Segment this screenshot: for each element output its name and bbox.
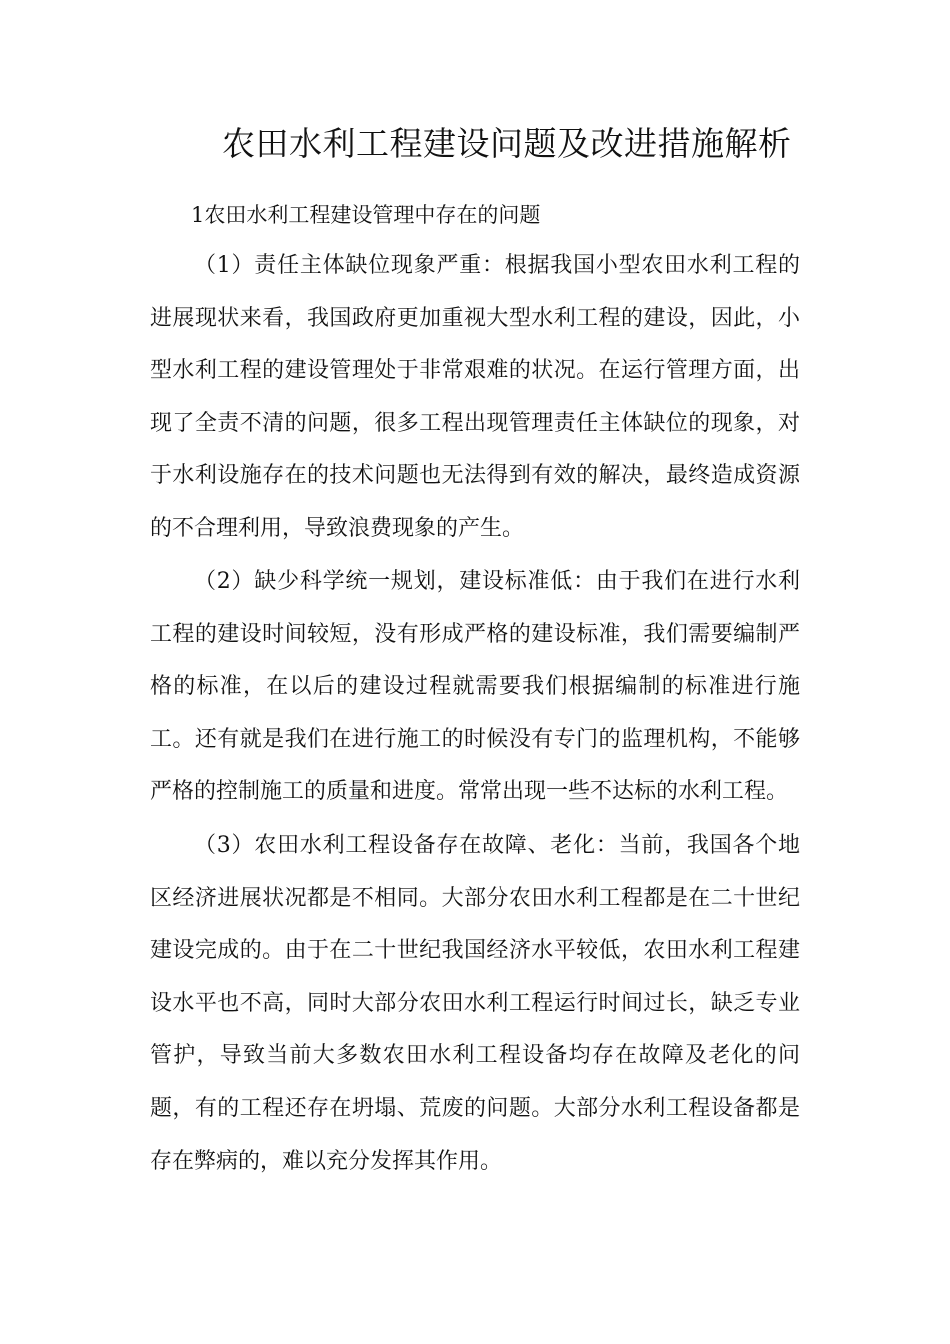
- paragraph-planning: （2）缺少科学统一规划，建设标准低：由于我们在进行水利工程的建设时间较短，没有形成严格的建设标准，我们需要编制严格的标准，在以后的建设过程就需要我们根据编制的标准进行施工。还有就是我们在进行施工的时候没有专门的监理机构，不能够严格的控制施工的质量和进度。常常出现一些不达标的水利工程。: [150, 569, 800, 805]
- paragraph-responsibility: （1）责任主体缺位现象严重：根据我国小型农田水利工程的进展现状来看，我国政府更加重视大型水利工程的建设，因此，小型水利工程的建设管理处于非常艰难的状况。在运行管理方面，出现了全责不清的问题，很多工程出现管理责任主体缺位的现象，对于水利设施存在的技术问题也无法得到有效的解决，最终造成资源的不合理利用，导致浪费现象的产生。: [150, 253, 800, 541]
- document-title: 农田水利工程建设问题及改进措施解析: [222, 124, 792, 163]
- section-heading: 1农田水利工程建设管理中存在的问题: [191, 203, 541, 227]
- paragraph-equipment: （3）农田水利工程设备存在故障、老化：当前，我国各个地区经济进展状况都是不相同。大部分农田水利工程都是在二十世纪建设完成的。由于在二十世纪我国经济水平较低，农田水利工程建设水平也不高，同时大部分农田水利工程运行时间过长，缺乏专业管护，导致当前大多数农田水利工程设备均存在故障及老化的问题，有的工程还存在坍塌、荒废的问题。大部分水利工程设备都是存在弊病的，难以充分发挥其作用。: [150, 833, 800, 1174]
